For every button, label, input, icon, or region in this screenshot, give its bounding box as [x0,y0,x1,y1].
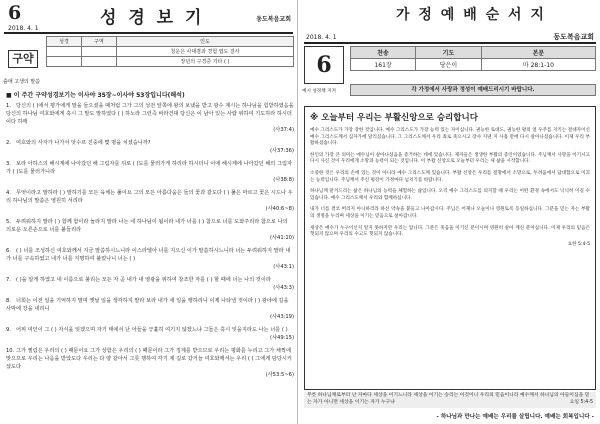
question-ref: (사40:6~8) [265,206,294,212]
issue-date: 2018. 4. 1 [8,25,39,32]
sermon-paragraph: 한인의 가장 큰 의미는 예수님이 살아나셨음을 증거하는 데에 있습니다. 제자들은 생생한 부활의 증인이었습니다. 주님께서 사망을 이기시고 다시 사신 것이 우리에게 소망과 능력이 되는 것입니다. 이 부활 신앙으로 오늘부터 우리는 새 삶을 시작합니다. [310,152,590,165]
question-item [6,189,294,213]
question-ref: (사49:15) [269,335,294,341]
question-number: 5. [6,219,11,225]
issue-number: 6 [8,2,22,24]
family-worship-column [300,0,600,424]
question-text: 어찌 여인이 그 ( ) 자식을 잊겠으며 자기 태에서 난 아들을 긍휼히 여기지 않겠느냐 그들은 혹시 잊을지라도 나는 너를 ( ) [16,327,288,333]
sermon-paragraph: 세상은 예수가 누구이신지 알지 못하지만 우리는 압니다. 그분은 죽음을 이기신 분이시며 영원히 살아 계신 분이십니다. 이제 우리의 믿음은 헛되지 않으며 우리의 수고도 헛되지 않습니다. [310,225,590,238]
question-number: 3. [6,161,11,167]
worship-order-table [350,46,596,71]
scripture-passage: 마 28:1-10 [481,59,595,71]
question-number: 1. [6,103,11,109]
sermon-title: ※ 오늘부터 우리는 부활신앙으로 승리합니다 [310,113,478,123]
sermon-paragraph: 소중한 것은 우리의 손에 있는 것이 아니라 예수 그리스도께 있습니다. 부활 신앙은 우리를 절망에서 소망으로, 두려움에서 담대함으로 이끄는 능력입니다. 주님께서 주신 평강이 가정마다 넘치기를 바랍니다. [310,170,590,183]
schedule-row [47,57,294,67]
question-item [6,247,294,271]
question-ref: (사37:36) [269,148,294,154]
worship-header-row [351,47,596,59]
worship-title: 가 정 예 배 순 서 지 [396,7,546,23]
worship-header: 기도 [416,47,482,59]
schedule-header: 인도 [117,37,294,47]
question-item [6,160,294,184]
question-text: 당신의 ( )에서 평가에게 말을 들으셨을 때처럼 그가 그의 성전 앞쪽에 왕의 보냈을 받고 광수 계시는 하나님을 힘받하였음을 당신의 하나님 여호와에게 혹시 그 말도 발하였다 ( ) 하노라 그런즉 바라건대 당신은 이 남아 있는 사람 위하여 기도하라 하시더이다 하매 [6,103,294,125]
sermon-paragraph: 예수 그리스도가 가장 강한 것입니다. 예수 그리스도가 가장 능력 있는 자이십니다. 권능한 토대도, 권능한 왕의 얼 우주를 지키는 절대자이신 예수 그리스도께서 십자가에 달리셨습니다. 그 그리스도께서 우리 죄로 죽으시고 장사 지낸 지 사흘 만에 다시 살아나셨습니다. 이제 우리 부활하셨습니다. [310,128,590,147]
section-subtitle: 출애 고생의 말씀 [3,79,40,85]
worship-church-name: 동도복음교회 [553,33,594,41]
sermon-box [304,106,596,390]
schedule-header: 성경 [47,37,82,47]
question-text: 보라 아하스의 해시계에 나아갔던 해 그림자를 뒤로 ( )도를 물러가게 하리라 하시더니 이에 해시계에 나아갔던 해의 그림자가 ( )도를 물러가니라 [6,161,292,175]
schedule-header: 구역 [82,37,117,47]
closing-verse [304,392,596,408]
question-item [6,326,294,342]
question-text: 두려워하지 말라 ( ) 함께 함이라 놀라지 말라 나는 네 하나님이 됨이라 내가 너를 ( ) 참으로 너를 도와주리라 참으로 나의 의로운 오른손으로 너를 붙들리라 [6,219,288,233]
schedule-row [47,47,294,57]
sermon-reference: 요한 5:4-5 [567,241,590,247]
worship-date: 2018. 4. 1 [306,34,337,41]
question-ref: (사43:19) [269,314,294,320]
question-number: 2. [6,140,11,146]
question-ref: (사41:10) [269,235,294,241]
question-number: 9. [6,327,11,333]
question-item [6,347,294,379]
church-name: 동도복음교회 [256,16,291,23]
question-item [6,218,294,242]
worship-number-subtitle: 예시 성경책 지켜 [302,89,336,94]
closing-verse-ref: 요일 5:4-5 [569,399,593,405]
question-number: 8. [6,298,11,304]
worship-header: 본문 [481,47,595,59]
question-item [6,276,294,292]
bible-study-column [0,0,298,424]
question-text: 그가 찔림은 우리의 ( ) 때문이요 그가 상함은 우리의 ( ) 때문이라 그가 징계를 받으므로 우리는 평화를 누리고 그가 채찍에 맞으므로 우리는 나음을 받았도다 우리는 다 양 같아서 그릇 행하여 각기 제 길로 갔거늘 여호와께서는 우리 ( ) 그에게 담당시키셨도다 [6,348,292,370]
hymn-number: 161장 [351,59,416,71]
question-ref: (사43:3) [273,285,294,291]
question-text: ( ) 너를 조성하신 여호와께서 지금 말씀하시느니라 이스라엘아 너를 지으신 이가 말씀하시느니라 너는 두려워하지 말라 내가 너를 구속하였고 내가 너를 지명하여 불렀나니 너는 ( ) [6,248,291,262]
schedule-cell: 청운은 사대겸과 경험 엽도 걸사 [117,47,294,57]
worship-header-divider [304,42,596,44]
worship-header: 찬송 [351,47,416,59]
study-intro: ■ 이 주간 구약성경보기는 이사야 35장~이사야 53장입니다(해석) [6,92,185,99]
question-number: 7. [6,277,11,283]
closing-verse-text: 무릇 하나님께로부터 난 자마다 세상을 이기느니라 세상을 이기는 승리는 이것이니 우리의 믿음이니라 예수께서 하나님의 아들이심을 믿는 자가 아니면 세상을 이기는 자가 누구냐 [307,393,590,405]
question-item [6,102,294,134]
schedule-cell [47,57,82,67]
question-text: ( )을 알게 하였고 내 이름으로 불리는 모든 자 곧 내가 내 영광을 위하여 창조한 자를 ( ) 할 때에 너는 나의 것이라 [16,277,271,283]
question-number: 6. [6,248,11,254]
schedule-header-row [47,37,294,47]
question-number: 4. [6,190,11,196]
question-list [6,102,294,384]
question-text: 너희는 이전 일을 기억하지 말며 옛날 일을 생각하지 말라 보라 내가 새 일을 행하리니 이제 나타낼 것이라 ( ) 광야에 길을 사막에 강을 내리니 [6,298,289,312]
section-label: 구약 [8,50,38,68]
question-ref: (사43:1) [273,264,294,270]
question-ref: (사53:5~6) [265,372,294,378]
header-divider [4,32,293,34]
schedule-cell [47,47,82,57]
question-text: 여호와의 사자가 나가서 앗수르 진중에 몇 명을 치셨습니까? [16,140,151,146]
worship-note: 각 가정에서 사랑과 정성이 예배드리시기 바랍니다. [350,84,596,96]
question-item [6,139,294,155]
schedule-cell: 장년의 구경증 기타 ( ) [117,57,294,67]
prayer-leader: 당은이 [416,59,482,71]
sermon-paragraph: 하나님께 맡겨드리는 삶은 하나님의 능력을 체험하는 삶입니다. 오직 예수 그리스도를 의지할 때 우리는 어떤 환경 속에서도 넉넉히 이길 수 있습니다. 예수 그리스도께서 우리와 함께하십니다. [310,189,590,201]
question-text: 무엇이라고 말하라 ( ) 말하기를 모든 육체는 풀이요 그의 모든 아름다움은 들의 꽃과 같도다 ( ) 풀은 마르고 꽃은 시드나 우리 하나님의 말씀은 영원히 서리라 [6,190,293,204]
schedule-cell [82,57,117,67]
schedule-cell [82,47,117,57]
worship-value-row [351,59,596,71]
bible-study-title: 성 경 보 기 [100,8,205,28]
question-ref: (사38:8) [273,177,294,183]
schedule-table [46,36,294,67]
sermon-paragraph: 내가 너를 결코 버리지 아니하리라 하신 약속을 붙들고 나아갑시다. 주님은 어제나 오늘이나 영원토록 동일하십니다. 그분을 믿는 자는 부활의 생명을 누리며 세상을 이기는 믿음으로 살아갑니다. [310,207,590,219]
question-ref: (사37:4) [273,127,294,133]
question-item [6,297,294,321]
question-number: 10. [6,348,15,354]
worship-footer-motto: - 하나님과 만나는 예배는 우리를 살립니다. 예배는 회복입니다 - [436,414,594,420]
worship-issue-number: 6 [304,46,344,84]
